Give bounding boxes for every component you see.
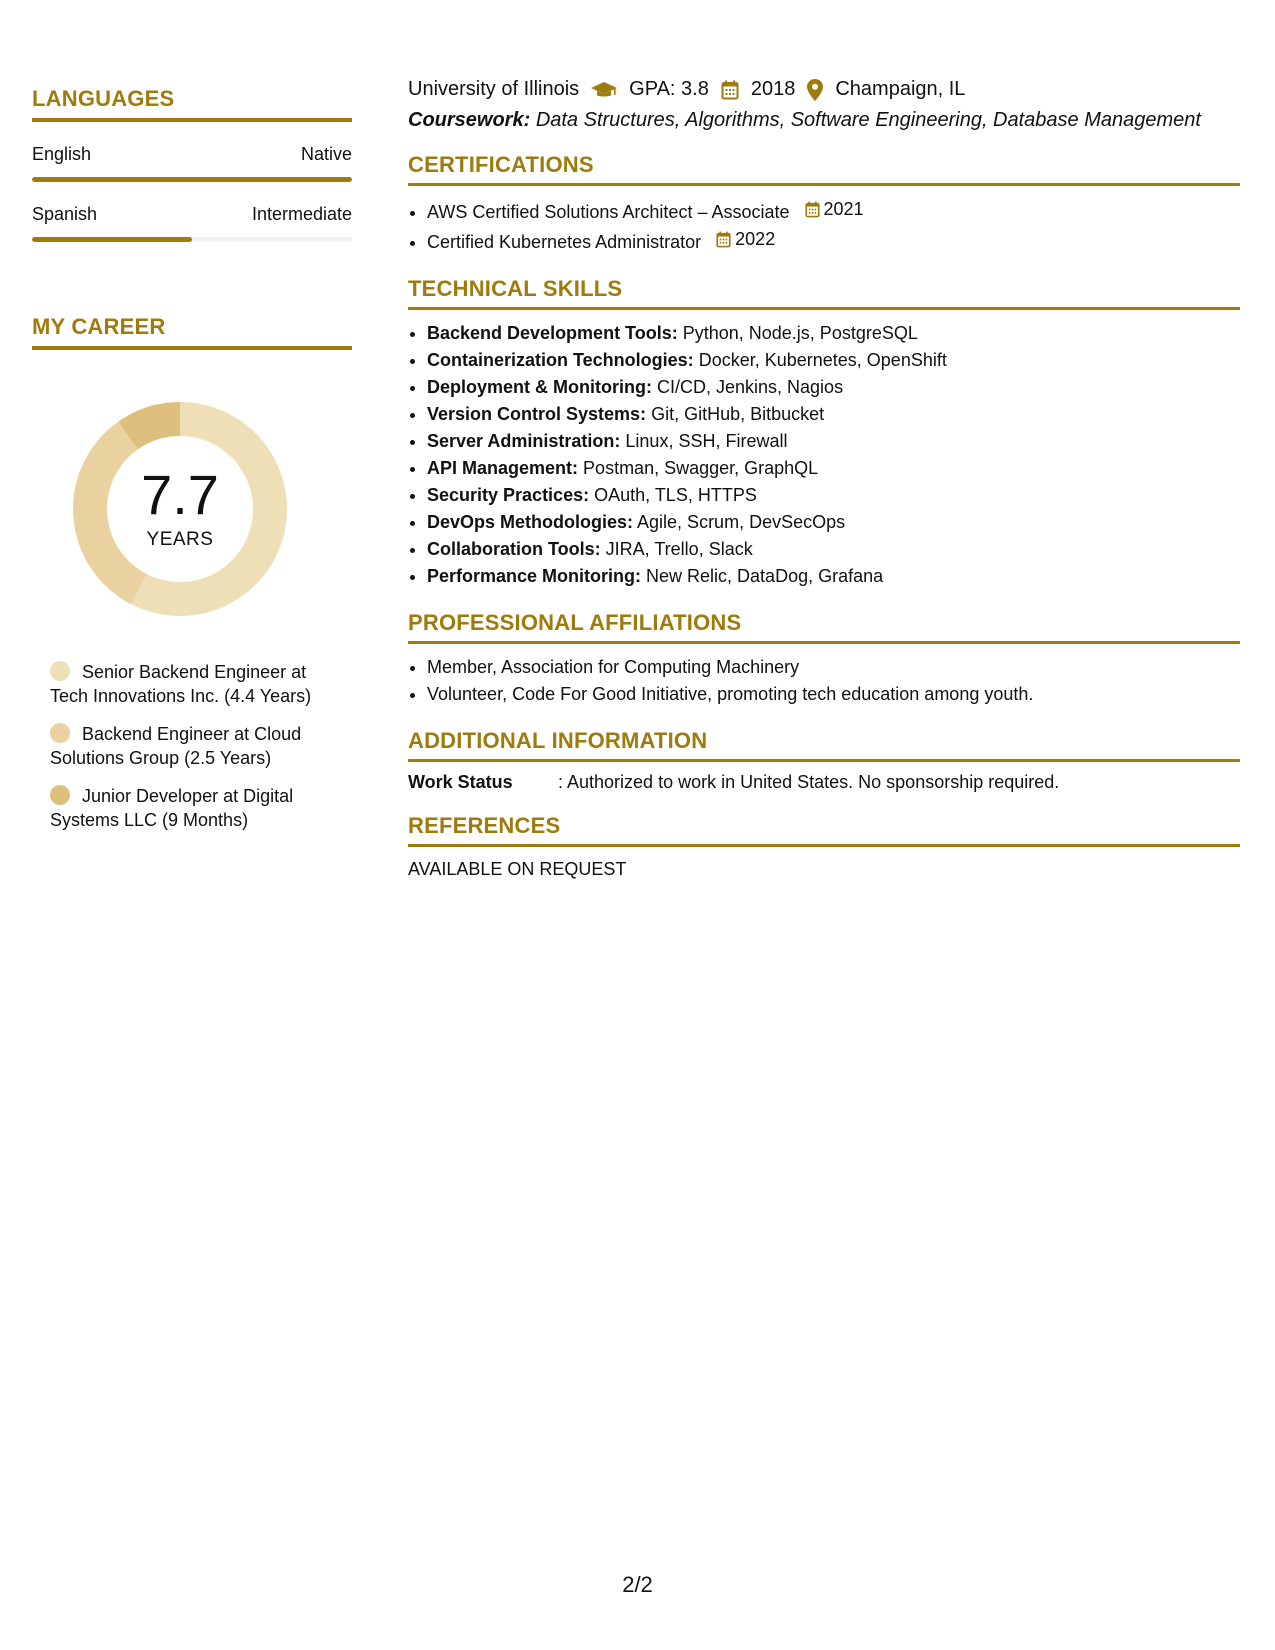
affiliations-section: [408, 610, 1240, 708]
coursework-list: Data Structures, Algorithms, Software Engineering, Database Management: [535, 109, 1201, 131]
graduation-cap-icon: [591, 80, 617, 100]
skill-value: OAuth, TLS, HTTPS: [594, 485, 757, 505]
skill-label: Containerization Technologies:: [427, 350, 694, 370]
skill-item: [427, 482, 1240, 509]
legend-dot-icon: [50, 661, 70, 681]
skills-section: [408, 276, 1240, 590]
career-entry-label: Senior Backend Engineer at Tech Innovations Inc. (4.4 Years): [50, 662, 312, 706]
legend-dot-icon: [50, 723, 70, 743]
career-legend: [50, 660, 340, 832]
coursework-label: Coursework:: [408, 109, 531, 131]
map-pin-icon: [807, 79, 823, 101]
work-status-row: [408, 772, 1240, 793]
calendar-icon: [716, 231, 731, 248]
language-level: Intermediate: [251, 204, 352, 224]
skill-value: CI/CD, Jenkins, Nagios: [657, 377, 844, 397]
career-legend-item: [50, 722, 340, 770]
certification-name: Certified Kubernetes Administrator: [427, 232, 702, 252]
affiliation-item: • Volunteer, Code For Good Initiative, promoting tech education among youth.: [427, 681, 1240, 708]
education-line: [408, 78, 1240, 101]
certification-name: AWS Certified Solutions Architect – Associate: [427, 202, 790, 222]
skill-label: Version Control Systems:: [427, 404, 647, 424]
skill-item: [427, 347, 1240, 374]
skill-item: [427, 374, 1240, 401]
skill-label: API Management:: [427, 458, 579, 478]
language-proficiency-bar: [32, 237, 352, 242]
gpa: GPA: 3.8: [629, 78, 709, 100]
skills-list: [408, 320, 1240, 590]
page-number: 2/2: [622, 1572, 653, 1597]
career-title: MY CAREER: [32, 314, 352, 350]
skill-value: JIRA, Trello, Slack: [605, 539, 753, 559]
school-location: Champaign, IL: [835, 78, 966, 100]
calendar-icon: [805, 201, 820, 218]
language-proficiency-fill: [32, 237, 192, 242]
certifications-title: CERTIFICATIONS: [408, 152, 1240, 186]
skill-label: Deployment & Monitoring:: [427, 377, 652, 397]
skill-label: DevOps Methodologies:: [427, 512, 634, 532]
skill-value: Python, Node.js, PostgreSQL: [682, 323, 918, 343]
language-proficiency-fill: [32, 177, 352, 182]
skill-label: Collaboration Tools:: [427, 539, 601, 559]
language-item: [32, 144, 352, 182]
certification-item: [427, 196, 1240, 226]
skill-value: Git, GitHub, Bitbucket: [651, 404, 825, 424]
legend-dot-icon: [50, 785, 70, 805]
certification-year: 2022: [735, 229, 776, 249]
language-name: English: [32, 144, 92, 164]
skill-value: Docker, Kubernetes, OpenShift: [698, 350, 947, 370]
skill-value: Linux, SSH, Firewall: [625, 431, 788, 451]
career-entry-label: Junior Developer at Digital Systems LLC (9 Months): [50, 786, 294, 830]
skill-value: New Relic, DataDog, Grafana: [646, 566, 884, 586]
career-legend-item: [50, 660, 340, 708]
skill-item: [427, 428, 1240, 455]
skill-item: [427, 401, 1240, 428]
certification-year: 2021: [823, 199, 864, 219]
affiliations-list: [408, 654, 1240, 708]
career-section: [32, 314, 352, 832]
skill-item: [427, 509, 1240, 536]
career-legend-item: [50, 784, 340, 832]
affiliations-title: PROFESSIONAL AFFILIATIONS: [408, 610, 1240, 644]
work-status-value: : Authorized to work in United States. No sponsorship required.: [558, 772, 1060, 792]
skill-item: [427, 536, 1240, 563]
skill-label: Server Administration:: [427, 431, 621, 451]
certification-item: [427, 226, 1240, 256]
skill-item: [427, 563, 1240, 590]
career-total-unit: YEARS: [146, 529, 214, 550]
languages-title: LANGUAGES: [32, 86, 352, 122]
language-proficiency-bar: [32, 177, 352, 182]
references-title: REFERENCES: [408, 813, 1240, 847]
coursework: [408, 109, 1240, 132]
work-status-label: Work Status: [408, 772, 513, 792]
skill-item: [427, 320, 1240, 347]
graduation-year: 2018: [750, 78, 796, 100]
skill-value: Postman, Swagger, GraphQL: [583, 458, 819, 478]
certifications-list: [408, 196, 1240, 256]
certifications-section: [408, 152, 1240, 256]
references-section: [408, 813, 1240, 880]
education-section: [408, 78, 1240, 132]
language-item: [32, 204, 352, 242]
skill-label: Performance Monitoring:: [427, 566, 642, 586]
references-text: AVAILABLE ON REQUEST: [408, 859, 627, 879]
right-column: [408, 78, 1240, 880]
languages-section: [32, 86, 352, 242]
skill-label: Backend Development Tools:: [427, 323, 678, 343]
additional-info-title: ADDITIONAL INFORMATION: [408, 728, 1240, 762]
school-name: University of Illinois: [408, 78, 580, 100]
skill-item: [427, 455, 1240, 482]
career-total-years: 7.7: [141, 463, 219, 526]
career-entry-label: Backend Engineer at Cloud Solutions Group (2.5 Years): [50, 724, 302, 768]
skill-value: Agile, Scrum, DevSecOps: [637, 512, 846, 532]
language-level: Native: [300, 144, 352, 164]
skill-label: Security Practices:: [427, 485, 590, 505]
additional-info-section: [408, 728, 1240, 793]
affiliation-item: • Member, Association for Computing Machinery: [427, 654, 1240, 681]
language-name: Spanish: [32, 204, 98, 224]
calendar-icon: [721, 80, 739, 100]
left-column: [32, 86, 352, 846]
career-donut-chart: [65, 394, 295, 624]
skills-title: TECHNICAL SKILLS: [408, 276, 1240, 310]
